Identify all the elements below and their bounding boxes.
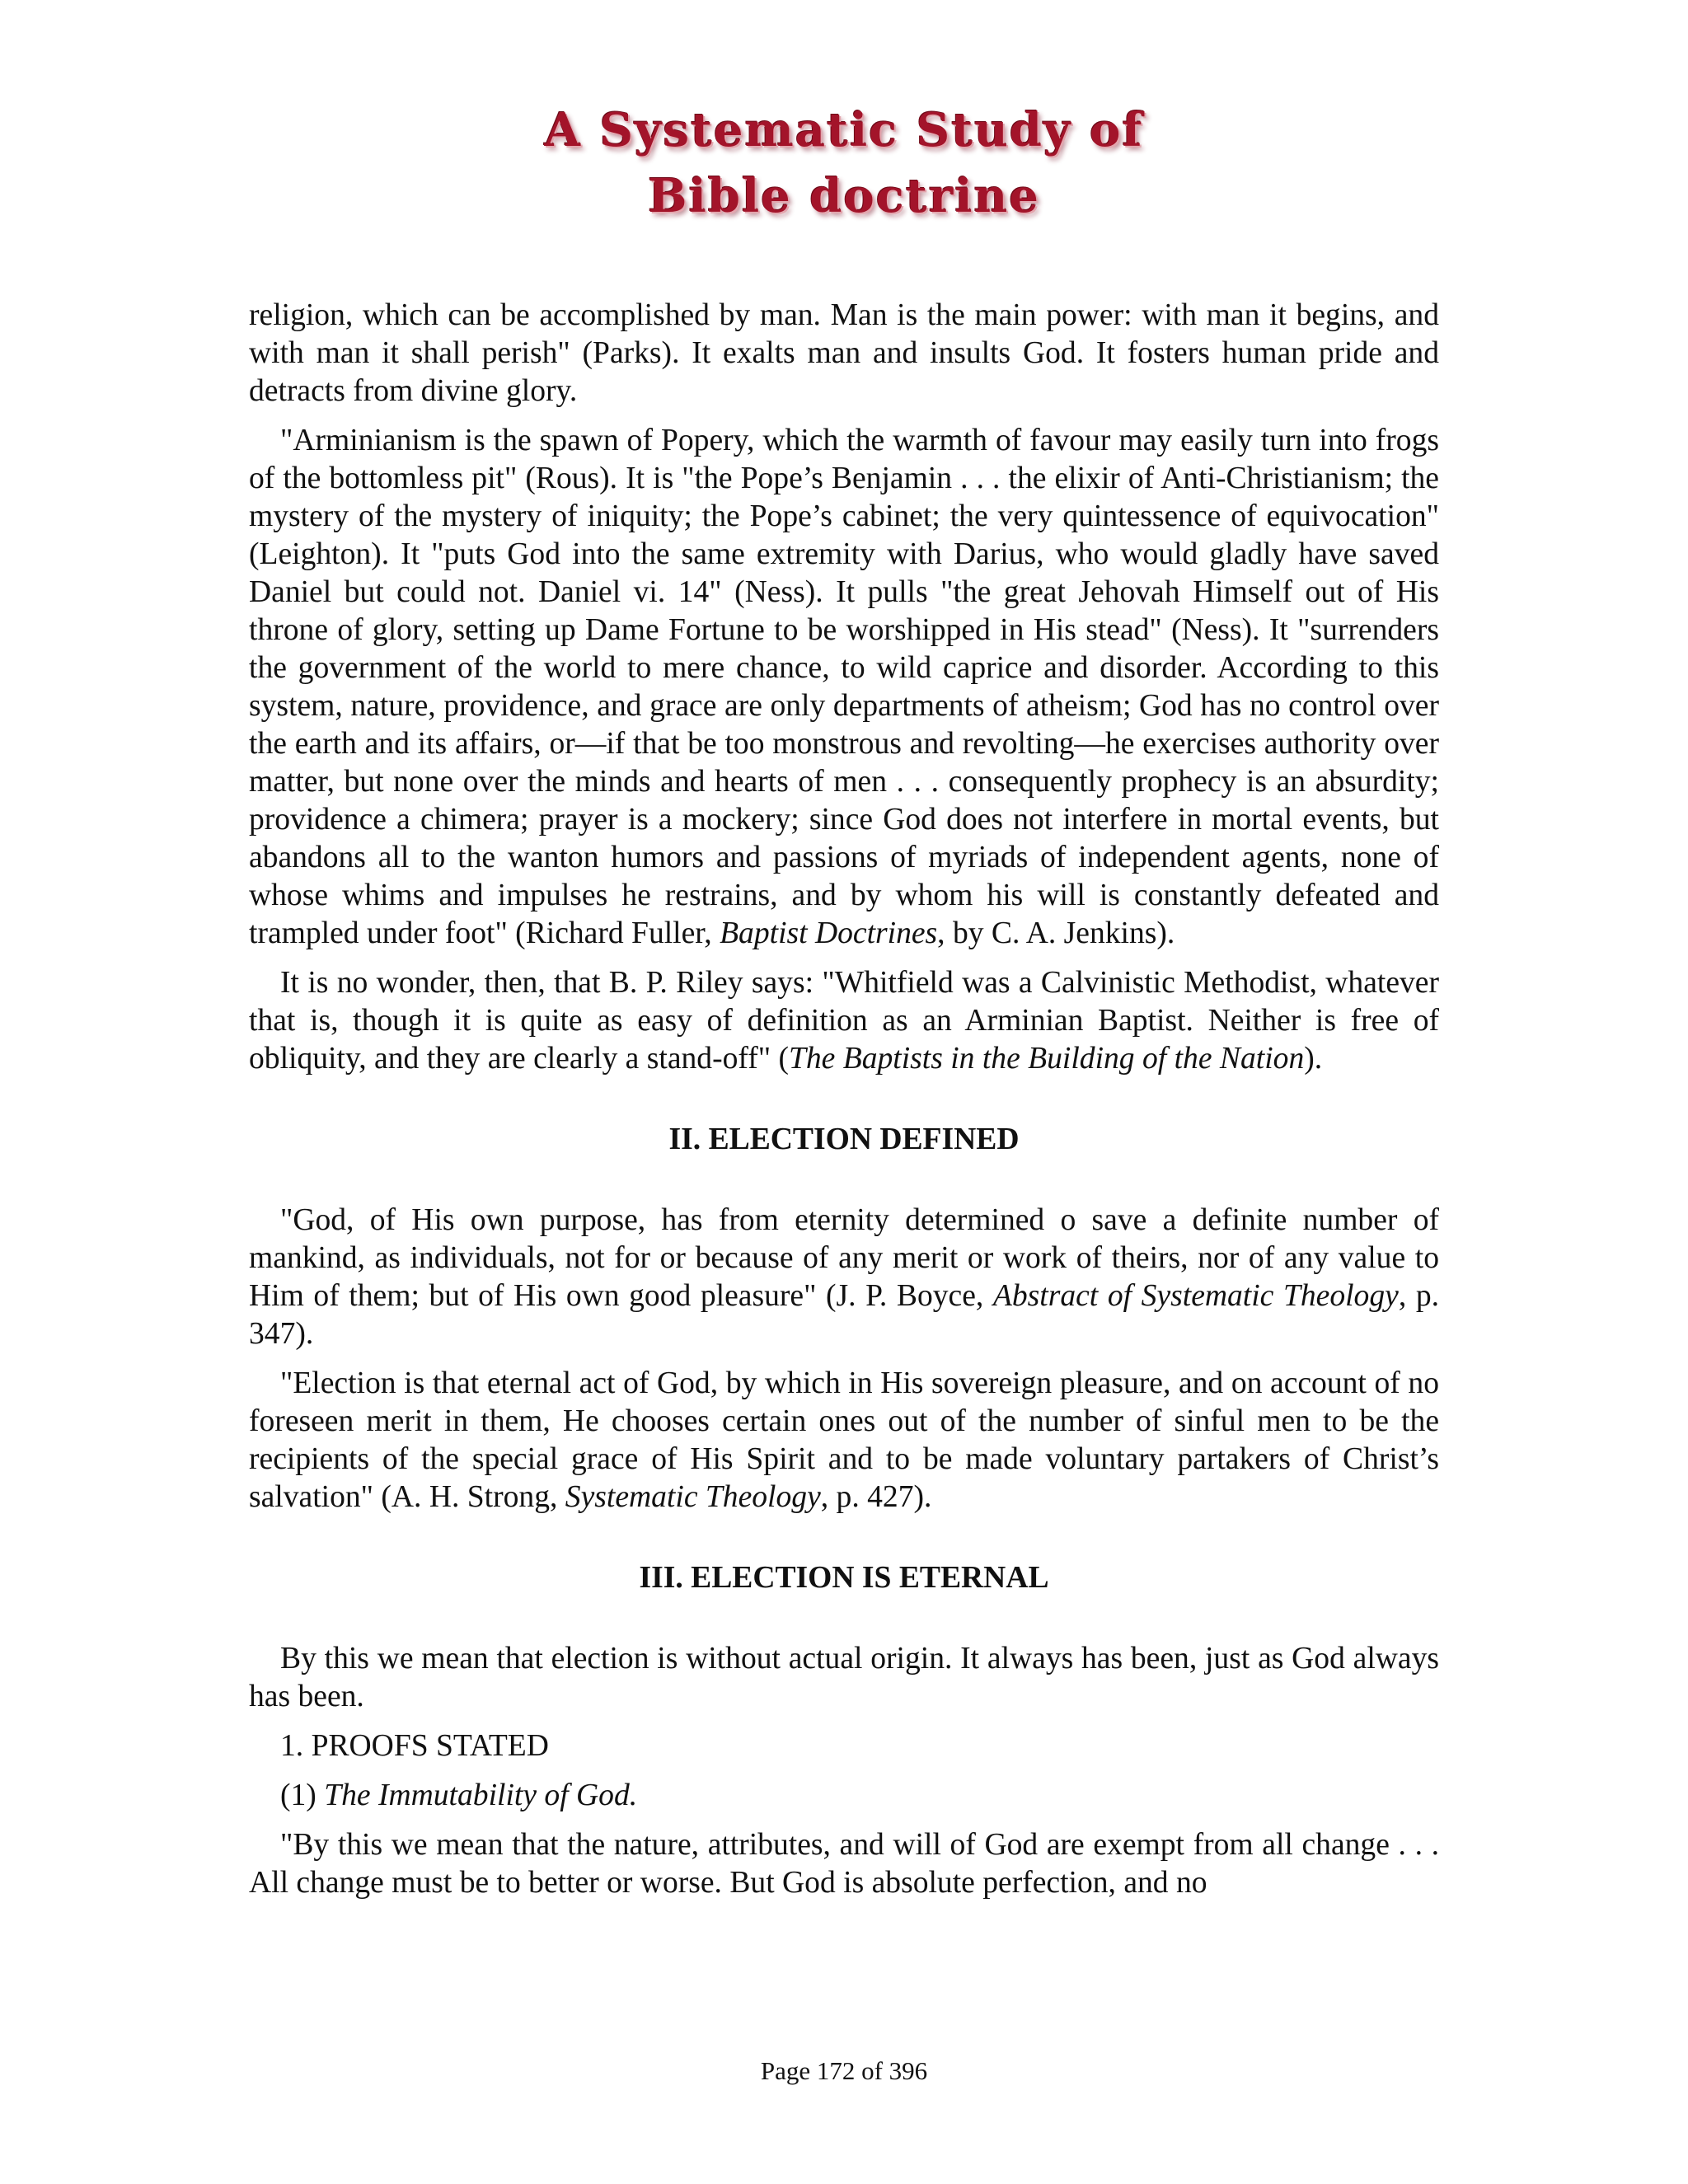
banner-title-line-1: A Systematic Study of bbox=[544, 103, 1144, 157]
subheading-title: The Immutability of God. bbox=[324, 1779, 638, 1812]
paragraph-immutability-quote bbox=[249, 1826, 1439, 1902]
banner-title-line-2: Bible doctrine bbox=[648, 169, 1040, 223]
subheading-immutability bbox=[249, 1777, 1439, 1815]
book-title-banner bbox=[0, 97, 1688, 229]
section-heading-election-eternal: III. ELECTION IS ETERNAL bbox=[639, 1561, 1049, 1595]
book-title-citation: Baptist Doctrines bbox=[720, 916, 938, 950]
paragraph-text-end: , by C. A. Jenkins). bbox=[937, 916, 1175, 950]
paragraph-text: "By this we mean that the nature, attributes, and will of God are exempt from all change . . . All change must be to better or worse. But God is absolute perfection, and no bbox=[249, 1828, 1439, 1900]
paragraph-strong-definition bbox=[249, 1365, 1439, 1516]
paragraph-text: "Election is that eternal act of God, by which in His sovereign pleasure, and on account of no foreseen merit in them, He chooses certain ones out of the number of sinful men to be the recipients of the special grace of His Spirit and to be made voluntary partakers of Christ’s salvation" (A. H. Strong, bbox=[249, 1366, 1439, 1514]
subheading-text: 1. PROOFS STATED bbox=[280, 1729, 549, 1763]
section-heading-election-defined: II. ELECTION DEFINED bbox=[668, 1122, 1020, 1156]
paragraph-text-end: ). bbox=[1304, 1042, 1323, 1076]
paragraph-arminianism-quotes bbox=[249, 422, 1439, 953]
paragraph-text: By this we mean that election is without actual origin. It always has been, just as God always has been. bbox=[249, 1642, 1439, 1713]
book-title-citation: The Baptists in the Building of the Nation bbox=[788, 1042, 1305, 1076]
subheading-number: (1) bbox=[280, 1779, 325, 1812]
paragraph-riley-quote bbox=[249, 964, 1439, 1078]
book-title-citation: Systematic Theology bbox=[565, 1480, 821, 1514]
paragraph-boyce-definition bbox=[249, 1202, 1439, 1353]
paragraph-text-end: , p. 427). bbox=[820, 1480, 932, 1514]
paragraph-text: "Arminianism is the spawn of Popery, which the warmth of favour may easily turn into frogs of the bottomless pit" (Rous). It is "the Pope’s Benjamin . . . the elixir of Anti-Christianism; the mystery of the mystery of iniquity; the Pope’s cabinet; the very quintessence of equivocation" (Leighton). It "puts God into the same extremity with Darius, who would gladly have saved Daniel but could not. Daniel vi. 14" (Ness). It pulls "the great Jehovah Himself out of His throne of glory, setting up Dame Fortune to be worshipped in His stead" (Ness). It "surrenders the government of the world to mere chance, to wild caprice and disorder. According to this system, nature, providence, and grace are only departments of atheism; God has no control over the earth and its affairs, or—if that be too monstrous and revolting—he exercises authority over matter, but none over the minds and hearts of men . . . consequently prophecy is an absurdity; providence a chimera; prayer is a mockery; since God does not interfere in mortal events, but abandons all to the wanton humors and passions of myriads of independent agents, none of whose whims and impulses he restrains, and by whom his will is constantly defeated and trampled under foot" (Richard Fuller, bbox=[249, 424, 1439, 950]
paragraph-text-end: , p. 347). bbox=[249, 1279, 1440, 1351]
subheading-proofs-stated bbox=[249, 1727, 1439, 1765]
paragraph-text: It is no wonder, then, that B. P. Riley says: "Whitfield was a Calvinistic Methodist, whatever that is, though it is quite as easy of definition as an Arminian Baptist. Neither is free of obliquity, and they are clearly a stand-off" ( bbox=[249, 966, 1439, 1076]
paragraph-continued bbox=[249, 297, 1439, 410]
paragraph-text: "God, of His own purpose, has from eternity determined o save a definite number of mankind, as individuals, not for or because of any merit or work of theirs, nor of any value to Him of them; but of His own good pleasure" (J. P. Boyce, bbox=[249, 1203, 1439, 1313]
paragraph-text: religion, which can be accomplished by man. Man is the main power: with man it begins, and with man it shall perish" (Parks). It exalts man and insults God. It fosters human pride and detracts from divine glory. bbox=[249, 298, 1439, 408]
book-title-citation: Abstract of Systematic Theology bbox=[992, 1279, 1399, 1313]
paragraph-eternal-meaning bbox=[249, 1640, 1439, 1716]
page-number-footer: Page 172 of 396 bbox=[760, 2056, 928, 2085]
page-body bbox=[249, 297, 1439, 1914]
